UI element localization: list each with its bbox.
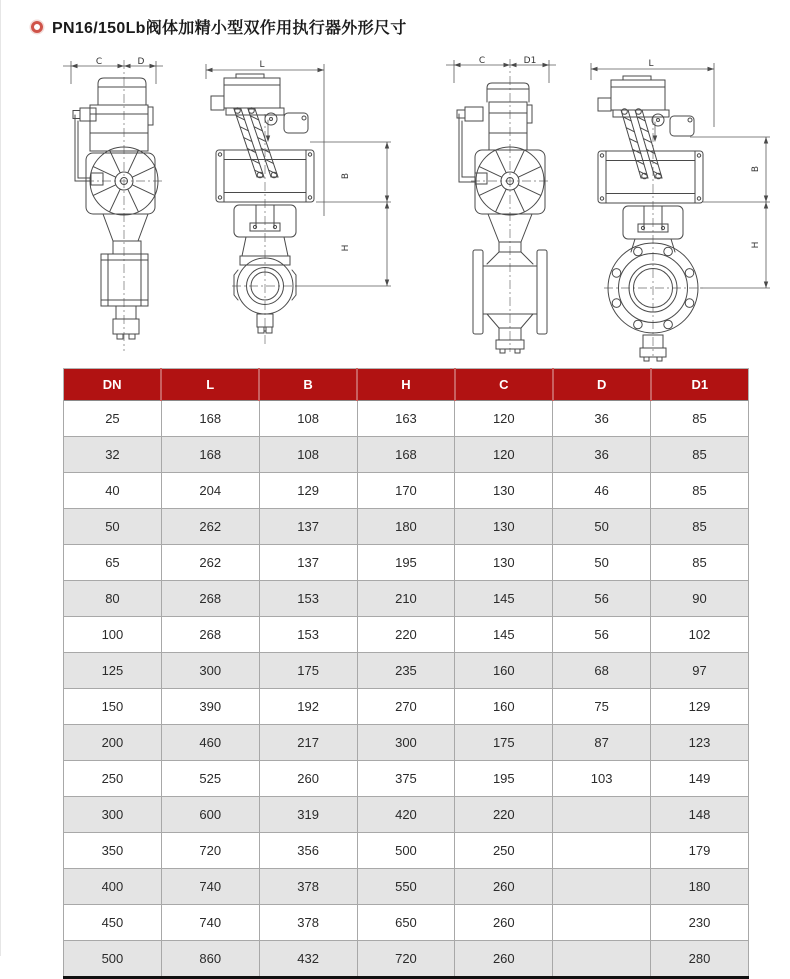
table-cell: 123 (651, 725, 749, 761)
dim-label-b: B (341, 172, 351, 180)
bullet-ring-icon (31, 21, 43, 33)
table-row (64, 509, 749, 545)
table-cell: 163 (357, 401, 455, 437)
table-cell: 220 (357, 617, 455, 653)
table-cell: 180 (357, 509, 455, 545)
dim-label-c: C (478, 56, 486, 66)
table-cell: 40 (64, 473, 162, 509)
table-cell: 262 (161, 545, 259, 581)
table-cell: 100 (64, 617, 162, 653)
header-cell: H (357, 369, 455, 401)
table-cell: 250 (64, 761, 162, 797)
table-cell: 32 (64, 437, 162, 473)
table-row (64, 833, 749, 869)
table-cell: 356 (259, 833, 357, 869)
actuator-outline (73, 78, 153, 185)
table-cell: 432 (259, 941, 357, 978)
table-row (64, 869, 749, 905)
dim-label-l: L (648, 59, 654, 69)
page-title: PN16/150Lb阀体加精小型双作用执行器外形尺寸 (52, 20, 407, 37)
table-cell: 85 (651, 473, 749, 509)
table-cell: 175 (259, 653, 357, 689)
dim-label-d: D (137, 57, 145, 67)
table-cell: 87 (553, 725, 651, 761)
table-cell: 179 (651, 833, 749, 869)
table-cell: 300 (64, 797, 162, 833)
linkage-bars (621, 109, 662, 179)
table-cell: 102 (651, 617, 749, 653)
table-cell: 175 (455, 725, 553, 761)
table-cell: 120 (455, 401, 553, 437)
table-cell: 260 (455, 869, 553, 905)
table-cell: 280 (651, 941, 749, 978)
drawing-wafer-valve-side-view (55, 57, 200, 355)
table-cell: 268 (161, 617, 259, 653)
table-row (64, 581, 749, 617)
actuator-cylinder-outline (598, 151, 703, 203)
table-cell: 378 (259, 869, 357, 905)
actuator-outline (457, 83, 532, 184)
table-cell: 500 (64, 941, 162, 978)
table-cell: 268 (161, 581, 259, 617)
table-cell: 36 (553, 401, 651, 437)
table-cell: 235 (357, 653, 455, 689)
table-cell: 720 (357, 941, 455, 978)
dim-label-d1: D1 (523, 56, 537, 66)
table-cell: 500 (357, 833, 455, 869)
table-cell: 56 (553, 581, 651, 617)
table-cell: 160 (455, 689, 553, 725)
table-cell: 195 (357, 545, 455, 581)
table-cell: 168 (161, 401, 259, 437)
table-cell: 50 (553, 545, 651, 581)
table-cell: 103 (553, 761, 651, 797)
valve-body-outline (86, 147, 158, 339)
table-cell (553, 905, 651, 941)
table-cell: 145 (455, 617, 553, 653)
spec-table-body (64, 401, 749, 978)
table-row (64, 725, 749, 761)
table-cell: 260 (455, 905, 553, 941)
table-row (64, 905, 749, 941)
table-cell: 450 (64, 905, 162, 941)
table-cell: 600 (161, 797, 259, 833)
table-row (64, 617, 749, 653)
dimension-annotations (446, 56, 556, 83)
dimension-annotations (63, 57, 163, 84)
table-cell: 68 (553, 653, 651, 689)
table-cell: 720 (161, 833, 259, 869)
table-cell: 80 (64, 581, 162, 617)
table-cell: 137 (259, 545, 357, 581)
table-cell: 130 (455, 473, 553, 509)
table-cell: 250 (455, 833, 553, 869)
table-row (64, 797, 749, 833)
dimension-annotations (591, 59, 770, 288)
table-cell: 260 (455, 941, 553, 978)
table-cell: 129 (651, 689, 749, 725)
dim-label-l: L (259, 60, 265, 70)
table-cell (553, 941, 651, 978)
table-row (64, 653, 749, 689)
header-cell: B (259, 369, 357, 401)
solenoid-positioner-outline (598, 76, 694, 142)
table-cell: 860 (161, 941, 259, 978)
table-cell: 650 (357, 905, 455, 941)
table-cell: 50 (64, 509, 162, 545)
table-cell: 168 (161, 437, 259, 473)
table-row (64, 473, 749, 509)
table-cell: 65 (64, 545, 162, 581)
drawing-flanged-valve-side-view (431, 56, 571, 356)
table-cell: 85 (651, 509, 749, 545)
table-cell: 400 (64, 869, 162, 905)
table-cell: 150 (64, 689, 162, 725)
table-cell: 210 (357, 581, 455, 617)
dim-label-b: B (751, 165, 761, 173)
table-cell: 170 (357, 473, 455, 509)
table-cell: 460 (161, 725, 259, 761)
table-cell: 195 (455, 761, 553, 797)
linkage-bars (234, 108, 278, 178)
table-cell: 130 (455, 509, 553, 545)
table-cell: 350 (64, 833, 162, 869)
table-cell: 300 (357, 725, 455, 761)
dim-label-h: H (341, 244, 351, 252)
table-cell: 90 (651, 581, 749, 617)
table-cell: 420 (357, 797, 455, 833)
table-cell: 300 (161, 653, 259, 689)
drawing-wafer-valve-front-view (198, 56, 396, 356)
dim-label-c: C (95, 57, 103, 67)
table-cell: 130 (455, 545, 553, 581)
header-cell: L (161, 369, 259, 401)
table-cell: 25 (64, 401, 162, 437)
table-cell (553, 797, 651, 833)
header-cell: DN (64, 369, 162, 401)
table-cell: 120 (455, 437, 553, 473)
table-row (64, 761, 749, 797)
table-cell: 180 (651, 869, 749, 905)
table-cell: 137 (259, 509, 357, 545)
table-cell: 56 (553, 617, 651, 653)
table-row (64, 941, 749, 978)
table-cell: 390 (161, 689, 259, 725)
table-cell: 85 (651, 545, 749, 581)
spec-table-head (64, 369, 749, 401)
table-cell: 220 (455, 797, 553, 833)
table-cell (553, 869, 651, 905)
table-cell: 149 (651, 761, 749, 797)
table-cell: 262 (161, 509, 259, 545)
table-cell: 217 (259, 725, 357, 761)
table-cell: 153 (259, 581, 357, 617)
table-cell: 50 (553, 509, 651, 545)
table-cell: 85 (651, 401, 749, 437)
table-cell: 85 (651, 437, 749, 473)
table-cell: 204 (161, 473, 259, 509)
table-row (64, 401, 749, 437)
table-cell: 108 (259, 401, 357, 437)
table-cell: 108 (259, 437, 357, 473)
spec-header-row (64, 369, 749, 401)
table-cell: 550 (357, 869, 455, 905)
header-cell: D (553, 369, 651, 401)
table-cell: 160 (455, 653, 553, 689)
dim-label-h: H (751, 241, 761, 249)
table-cell: 36 (553, 437, 651, 473)
table-cell: 145 (455, 581, 553, 617)
table-cell: 740 (161, 869, 259, 905)
table-cell: 260 (259, 761, 357, 797)
table-cell: 46 (553, 473, 651, 509)
table-cell (553, 833, 651, 869)
dimension-annotations (206, 60, 391, 286)
table-cell: 270 (357, 689, 455, 725)
table-cell: 192 (259, 689, 357, 725)
table-cell: 75 (553, 689, 651, 725)
section-title-row (31, 15, 407, 38)
spec-table (63, 368, 749, 979)
table-cell: 525 (161, 761, 259, 797)
table-cell: 740 (161, 905, 259, 941)
solenoid-positioner-outline (211, 74, 308, 142)
table-cell: 319 (259, 797, 357, 833)
table-cell: 378 (259, 905, 357, 941)
table-cell: 375 (357, 761, 455, 797)
table-cell: 148 (651, 797, 749, 833)
table-cell: 230 (651, 905, 749, 941)
table-cell: 153 (259, 617, 357, 653)
table-cell: 97 (651, 653, 749, 689)
table-cell: 125 (64, 653, 162, 689)
table-row (64, 545, 749, 581)
drawing-flanged-valve-front-view (578, 56, 776, 361)
header-cell: C (455, 369, 553, 401)
header-cell: D1 (651, 369, 749, 401)
table-cell: 168 (357, 437, 455, 473)
table-row (64, 689, 749, 725)
table-cell: 129 (259, 473, 357, 509)
table-row (64, 437, 749, 473)
table-cell: 200 (64, 725, 162, 761)
